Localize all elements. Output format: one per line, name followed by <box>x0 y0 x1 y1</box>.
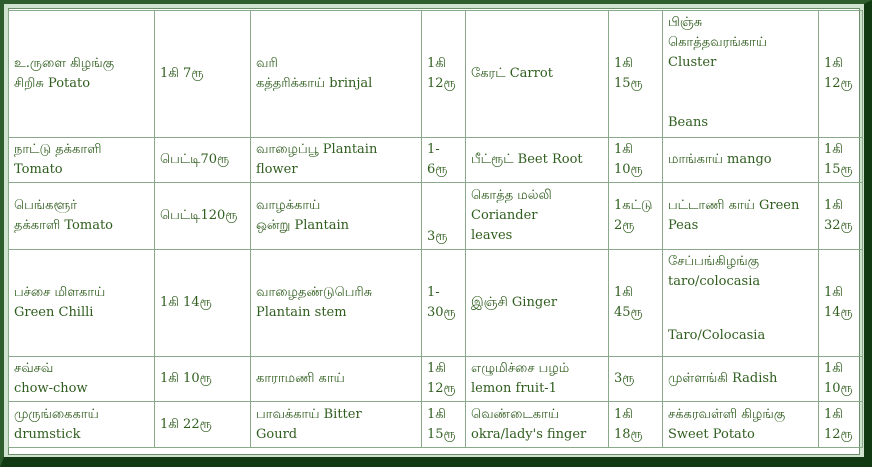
item-price-cell: 1கி 14ரூ <box>819 250 863 357</box>
item-price-cell: பெட்டி70ரூ <box>155 138 251 183</box>
item-price-cell: பெட்டி120ரூ <box>155 183 251 250</box>
item-price-cell: 1கி 15ரூ <box>422 402 466 448</box>
item-name-cell: சவ்சவ் chow-chow <box>9 357 155 402</box>
item-name-cell: வாழைதண்டுபெரிசு Plantain stem <box>251 250 422 357</box>
item-name-cell: முருங்கைகாய் drumstick <box>9 402 155 448</box>
item-name-extra: Beans <box>668 115 709 130</box>
item-name-cell: பெங்களூர் தக்காளி Tomato <box>9 183 155 250</box>
item-name-cell: வெண்டைகாய் okra/lady's finger <box>466 402 609 448</box>
table-row <box>9 11 863 138</box>
vegetable-price-table <box>8 10 863 448</box>
item-price-cell: 1கி 12ரூ <box>819 11 863 138</box>
item-name-cell: பிஞ்சு கொத்தவரங்காய் Cluster Beans <box>663 11 819 138</box>
item-price-cell: 1கட்டு 2ரூ <box>609 183 663 250</box>
item-name-cell: பட்டாணி காய் Green Peas <box>663 183 819 250</box>
item-price-cell: 3ரூ <box>609 357 663 402</box>
item-price-cell: 1கி 10ரூ <box>609 138 663 183</box>
item-name-cell: வரி கத்தரிக்காய் brinjal <box>251 11 422 138</box>
item-price-cell: 1கி 12ரூ <box>819 402 863 448</box>
item-price-cell: 1கி 12ரூ <box>422 11 466 138</box>
item-name-cell: சக்கரவள்ளி கிழங்கு Sweet Potato <box>663 402 819 448</box>
item-name-cell: வாழைப்பூ Plantain flower <box>251 138 422 183</box>
item-name-cell: நாட்டு தக்காளி Tomato <box>9 138 155 183</box>
item-name-cell: எழுமிச்சை பழம் lemon fruit-1 <box>466 357 609 402</box>
item-name-cell: கேரட் Carrot <box>466 11 609 138</box>
item-price-cell: 3ரூ <box>422 183 466 250</box>
item-price-cell: 1கி 10ரூ <box>155 357 251 402</box>
item-price-cell: 1கி 18ரூ <box>609 402 663 448</box>
table-row <box>9 357 863 402</box>
item-price-cell: 1கி 15ரூ <box>609 11 663 138</box>
item-name-cell: மாங்காய் mango <box>663 138 819 183</box>
item-price-cell: 1கி 32ரூ <box>819 183 863 250</box>
table-row <box>9 138 863 183</box>
table-row <box>9 183 863 250</box>
item-price-cell: 1கி 12ரூ <box>422 357 466 402</box>
item-name-cell: முள்ளங்கி Radish <box>663 357 819 402</box>
item-name-cell: பீட்ரூட் Beet Root <box>466 138 609 183</box>
table-row <box>9 250 863 357</box>
item-name-cell: வாழக்காய் ஒன்று Plantain <box>251 183 422 250</box>
item-price-cell: 1கி 45ரூ <box>609 250 663 357</box>
item-name-cell: காராமணி காய் <box>251 357 422 402</box>
item-price-cell: 1கி 7ரூ <box>155 11 251 138</box>
item-price-cell: 1கி 10ரூ <box>819 357 863 402</box>
item-price-cell: 1கி 15ரூ <box>819 138 863 183</box>
item-price-cell: 1கி 22ரூ <box>155 402 251 448</box>
item-name-cell: உ.ருளை கிழங்கு சிறிசு Potato <box>9 11 155 138</box>
item-name-cell: பச்சை மிளகாய் Green Chilli <box>9 250 155 357</box>
item-price-cell: 1- 30ரூ <box>422 250 466 357</box>
item-name-extra: Taro/Colocasia <box>668 328 766 343</box>
item-name-cell: கொத்த மல்லி Coriander leaves <box>466 183 609 250</box>
item-name-cell: பாவக்காய் Bitter Gourd <box>251 402 422 448</box>
item-name-cell: இஞ்சி Ginger <box>466 250 609 357</box>
item-price-cell: 1- 6ரூ <box>422 138 466 183</box>
table-row <box>9 402 863 448</box>
item-price-cell: 1கி 14ரூ <box>155 250 251 357</box>
item-name-cell: சேப்பங்கிழங்கு taro/colocasia Taro/Colocasia <box>663 250 819 357</box>
